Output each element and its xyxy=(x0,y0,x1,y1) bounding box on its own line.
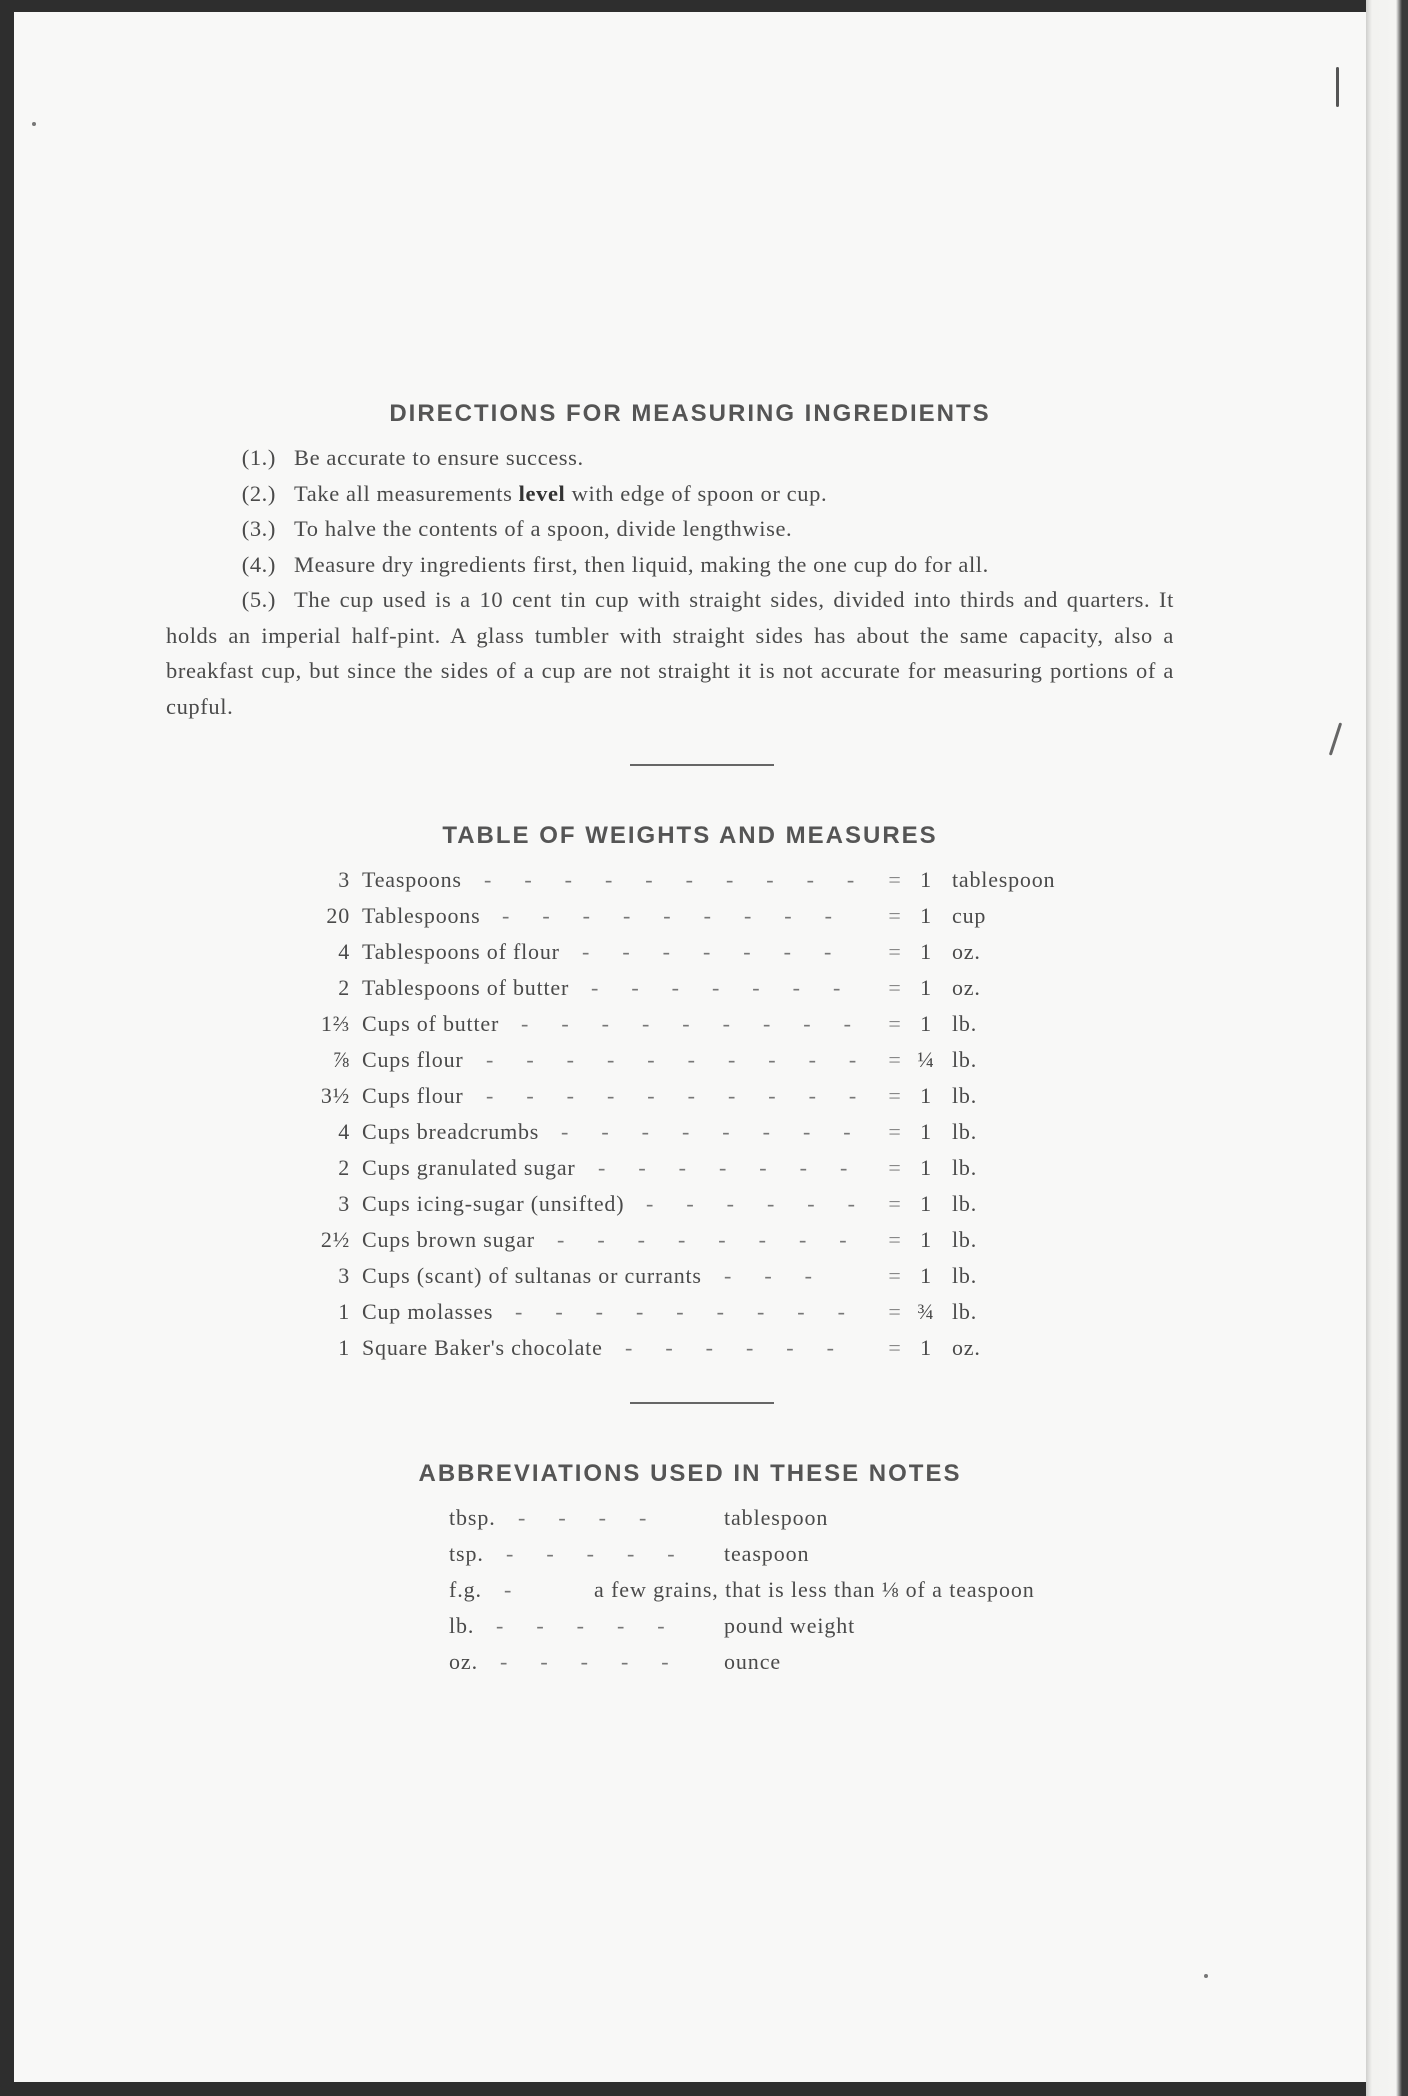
direction-text: To halve the contents of a spoon, divide lengthwise. xyxy=(294,516,793,541)
weight-quantity: 3 xyxy=(338,867,350,892)
equals-sign: = xyxy=(888,1191,902,1216)
weight-value: 1 xyxy=(920,1083,932,1108)
directions-list xyxy=(166,440,1174,724)
weight-item: Cups granulated sugar xyxy=(362,1155,576,1180)
weight-quantity: 3½ xyxy=(320,1083,350,1108)
abbreviation-row xyxy=(449,1608,1249,1644)
weights-row xyxy=(314,1042,1114,1078)
weight-item: Teaspoons xyxy=(362,867,462,892)
weight-item: Cups flour xyxy=(362,1047,464,1072)
weight-item: Cups of butter xyxy=(362,1011,500,1036)
equals-sign: = xyxy=(888,1263,902,1288)
equals-sign: = xyxy=(888,1335,902,1360)
section-divider xyxy=(630,764,774,766)
direction-item xyxy=(216,476,1174,512)
weight-quantity: 1⅔ xyxy=(320,1011,350,1036)
weight-quantity: 2½ xyxy=(320,1227,350,1252)
weight-value: 1 xyxy=(920,867,932,892)
weights-row xyxy=(314,970,1114,1006)
weights-table xyxy=(314,862,1114,1366)
weight-item: Cup molasses xyxy=(362,1299,494,1324)
weight-value: 1 xyxy=(920,1155,932,1180)
weight-unit: lb. xyxy=(952,1155,978,1180)
weights-row xyxy=(314,1006,1114,1042)
abbreviation-row xyxy=(449,1500,1249,1536)
weight-value: 1 xyxy=(920,1227,932,1252)
direction-text: The cup used is a 10 cent tin cup with straight sides, divided into thirds and quarters. It holds an imperial half-pint. A glass tumbler with straight sides has about the same capacity, also a breakfast cup, but since the sides of a cup are not straight it is not accurate for measuring portions of a cupful. xyxy=(166,587,1174,719)
weight-item: Cups flour xyxy=(362,1083,464,1108)
weight-item: Tablespoons of flour xyxy=(362,939,560,964)
document-page xyxy=(14,12,1366,2082)
dot-leader: - - - - - xyxy=(500,1649,702,1674)
weights-row xyxy=(314,862,1114,898)
abbreviations-title: ABBREVIATIONS USED IN THESE NOTES xyxy=(418,1460,962,1487)
weight-value: ¼ xyxy=(917,1047,935,1072)
paper-speck xyxy=(1204,1974,1208,1978)
abbreviation-definition: a few grains, that is less than ⅛ of a teaspoon xyxy=(594,1577,1035,1602)
directions-title: DIRECTIONS FOR MEASURING INGREDIENTS xyxy=(389,400,991,427)
weight-item: Cups breadcrumbs xyxy=(362,1119,540,1144)
direction-text: Measure dry ingredients first, then liquid, making the one cup do for all. xyxy=(294,551,989,577)
weight-quantity: ⅞ xyxy=(332,1047,350,1072)
dot-leader: - - - xyxy=(724,1263,845,1288)
abbreviation-row xyxy=(449,1572,1249,1608)
weight-unit: oz. xyxy=(952,1335,981,1360)
weight-quantity: 1 xyxy=(338,1299,350,1324)
abbreviation-row xyxy=(449,1644,1249,1680)
dot-leader: - - - - xyxy=(518,1505,680,1530)
weight-unit: lb. xyxy=(952,1047,978,1072)
dot-leader: - - - - - - - - - xyxy=(515,1299,878,1324)
paper-mark xyxy=(1329,722,1342,755)
direction-item xyxy=(166,582,1174,724)
weight-value: ¾ xyxy=(917,1299,935,1324)
weight-unit: lb. xyxy=(952,1299,978,1324)
direction-number: (2.) xyxy=(241,480,276,506)
weights-row xyxy=(314,1150,1114,1186)
weights-row xyxy=(314,1330,1114,1366)
abbreviation-definition: pound weight xyxy=(724,1613,856,1638)
weight-unit: lb. xyxy=(952,1119,978,1144)
dot-leader: - - - - - - - xyxy=(598,1155,881,1180)
weight-item: Cups icing-sugar (unsifted) xyxy=(362,1191,625,1216)
abbreviation-term: tbsp. xyxy=(449,1505,496,1530)
direction-item xyxy=(216,511,1174,547)
abbreviations-table xyxy=(449,1500,1249,1680)
dot-leader: - - - - - - - xyxy=(582,939,865,964)
equals-sign: = xyxy=(888,1083,902,1108)
weight-unit: lb. xyxy=(952,1191,978,1216)
dot-leader: - - - - - xyxy=(496,1613,698,1638)
dot-leader: - - - - - - - - xyxy=(561,1119,884,1144)
weight-unit: oz. xyxy=(952,939,981,964)
weights-row xyxy=(314,898,1114,934)
direction-item xyxy=(216,547,1174,583)
weight-value: 1 xyxy=(920,939,932,964)
weight-quantity: 2 xyxy=(338,1155,350,1180)
dot-leader: - xyxy=(504,1577,545,1602)
weight-value: 1 xyxy=(920,975,932,1000)
direction-text: Be accurate to ensure success. xyxy=(294,445,584,470)
weight-unit: lb. xyxy=(952,1011,978,1036)
weight-quantity: 1 xyxy=(338,1335,350,1360)
weight-unit: lb. xyxy=(952,1227,978,1252)
weight-item: Tablespoons of butter xyxy=(362,975,570,1000)
dot-leader: - - - - - - - - - xyxy=(521,1011,884,1036)
dot-leader: - - - - - xyxy=(506,1541,708,1566)
equals-sign: = xyxy=(888,1011,902,1036)
weights-row xyxy=(314,1222,1114,1258)
weights-row xyxy=(314,1294,1114,1330)
weight-quantity: 4 xyxy=(338,1119,350,1144)
direction-emphasis: level xyxy=(518,480,566,506)
weight-quantity: 4 xyxy=(338,939,350,964)
abbreviation-definition: teaspoon xyxy=(724,1541,810,1566)
equals-sign: = xyxy=(888,903,902,928)
direction-number: (4.) xyxy=(241,551,276,577)
weight-value: 1 xyxy=(920,903,932,928)
weight-unit: lb. xyxy=(952,1083,978,1108)
weight-value: 1 xyxy=(920,1119,932,1144)
page-edge xyxy=(1366,0,1408,2096)
equals-sign: = xyxy=(888,867,902,892)
dot-leader: - - - - - - xyxy=(625,1335,867,1360)
direction-text: Take all measurements xyxy=(294,480,519,506)
weight-value: 1 xyxy=(920,1011,932,1036)
abbreviation-term: oz. xyxy=(449,1649,478,1674)
weight-quantity: 20 xyxy=(326,903,350,928)
direction-number: (1.) xyxy=(241,445,276,470)
weight-item: Cups brown sugar xyxy=(362,1227,535,1252)
weights-row xyxy=(314,1186,1114,1222)
abbreviation-term: f.g. xyxy=(449,1577,482,1602)
weight-item: Square Baker's chocolate xyxy=(362,1335,603,1360)
weight-unit: lb. xyxy=(952,1263,978,1288)
weights-row xyxy=(314,934,1114,970)
dot-leader: - - - - - - - - - - xyxy=(486,1083,890,1108)
weights-row xyxy=(314,1078,1114,1114)
weight-item: Tablespoons xyxy=(362,903,481,928)
weight-unit: tablespoon xyxy=(952,867,1056,892)
equals-sign: = xyxy=(888,1155,902,1180)
weights-row xyxy=(314,1258,1114,1294)
weight-quantity: 3 xyxy=(338,1263,350,1288)
equals-sign: = xyxy=(888,1227,902,1252)
weight-quantity: 3 xyxy=(338,1191,350,1216)
abbreviation-term: lb. xyxy=(449,1613,475,1638)
dot-leader: - - - - - - - - - - xyxy=(486,1047,890,1072)
section-divider xyxy=(630,1402,774,1404)
direction-number: (3.) xyxy=(241,516,276,541)
dot-leader: - - - - - - xyxy=(646,1191,888,1216)
equals-sign: = xyxy=(888,1047,902,1072)
weight-quantity: 2 xyxy=(338,975,350,1000)
abbreviation-definition: ounce xyxy=(724,1649,782,1674)
paper-mark xyxy=(1336,67,1339,107)
weight-unit: cup xyxy=(952,903,987,928)
weight-value: 1 xyxy=(920,1335,932,1360)
weights-title: TABLE OF WEIGHTS AND MEASURES xyxy=(442,822,938,849)
direction-text-end: with edge of spoon or cup. xyxy=(565,480,828,506)
dot-leader: - - - - - - - xyxy=(591,975,874,1000)
direction-number: (5.) xyxy=(241,587,276,612)
dot-leader: - - - - - - - - xyxy=(557,1227,880,1252)
equals-sign: = xyxy=(888,1119,902,1144)
equals-sign: = xyxy=(888,939,902,964)
abbreviation-term: tsp. xyxy=(449,1541,484,1566)
equals-sign: = xyxy=(888,975,902,1000)
direction-item xyxy=(216,440,1174,476)
dot-leader: - - - - - - - - - xyxy=(502,903,865,928)
abbreviation-definition: tablespoon xyxy=(724,1505,829,1530)
equals-sign: = xyxy=(888,1299,902,1324)
weight-value: 1 xyxy=(920,1191,932,1216)
weight-item: Cups (scant) of sultanas or currants xyxy=(362,1263,702,1288)
paper-speck xyxy=(32,122,36,126)
dot-leader: - - - - - - - - - - xyxy=(484,867,888,892)
abbreviation-row xyxy=(449,1536,1249,1572)
weights-row xyxy=(314,1114,1114,1150)
weight-value: 1 xyxy=(920,1263,932,1288)
weight-unit: oz. xyxy=(952,975,981,1000)
